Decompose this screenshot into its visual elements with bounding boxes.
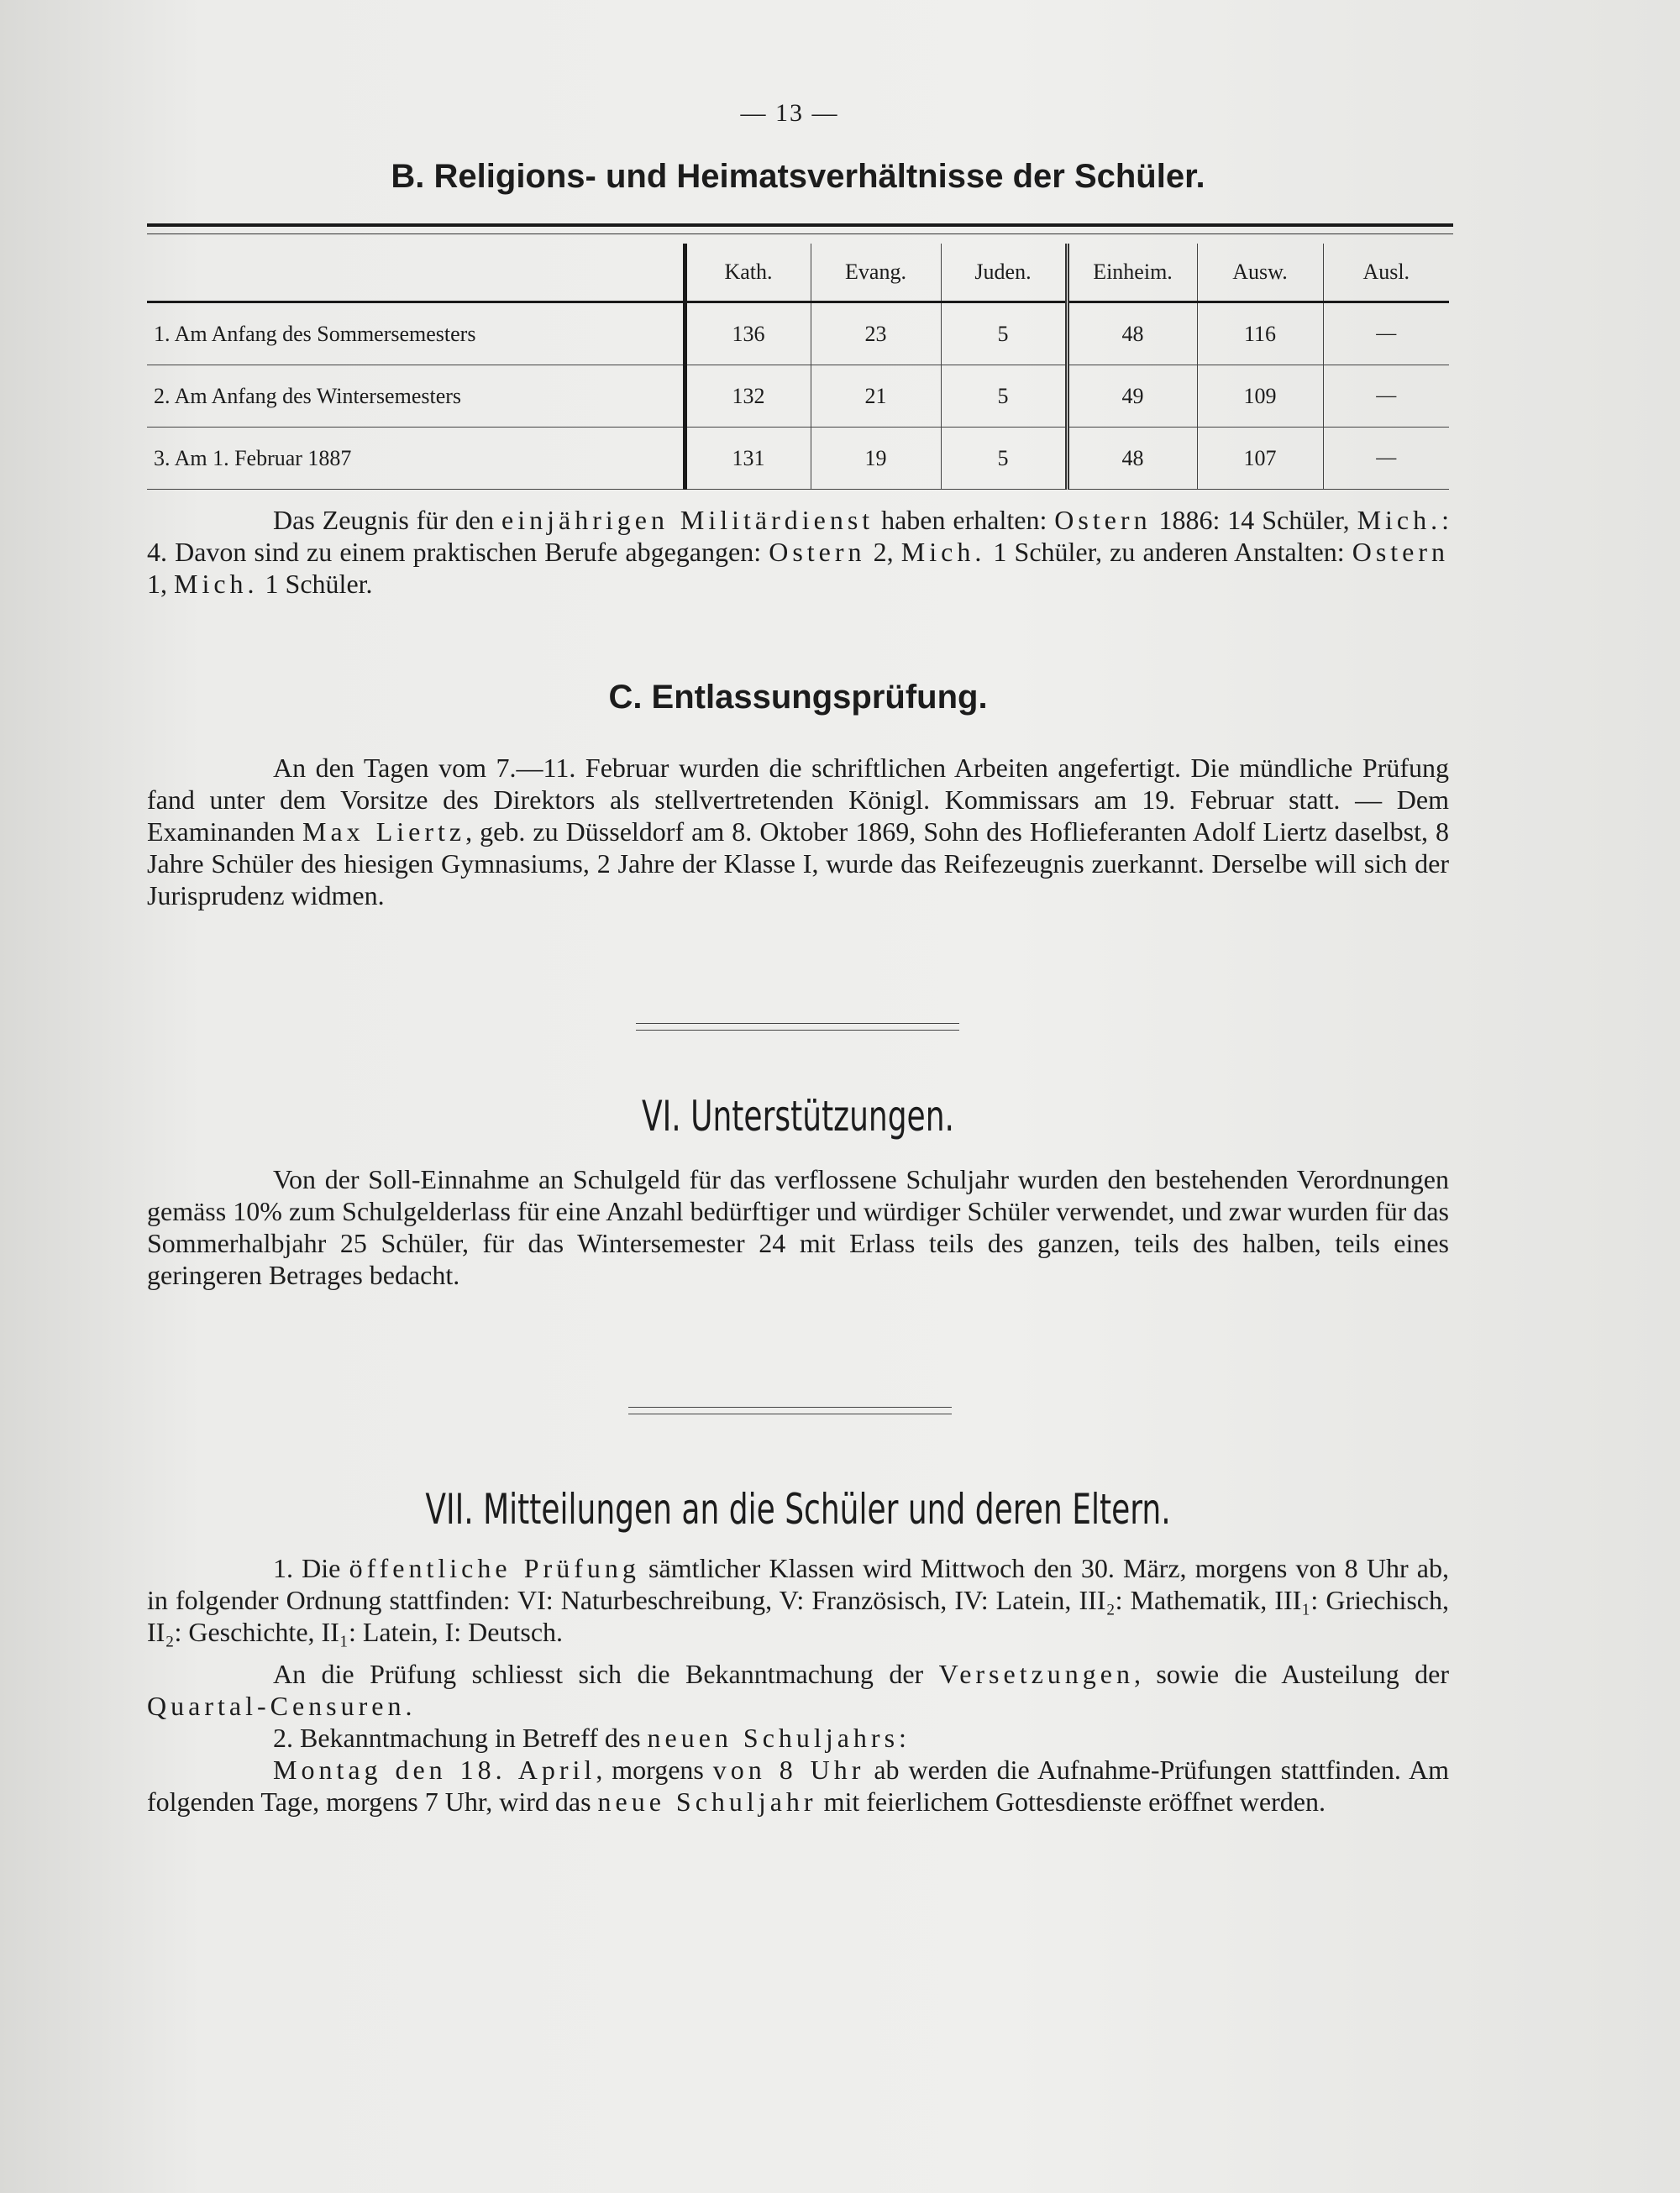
column-header: Ausl. xyxy=(1323,244,1449,302)
column-header: Einheim. xyxy=(1067,244,1197,302)
table-cell: — xyxy=(1323,302,1449,365)
table-row xyxy=(147,428,1449,490)
paragraph-text: Von der Soll-Einnahme an Schulgeld für das verflossene Schuljahr wurden den bestehenden Verordnungen gemäss 10% zum Schulgelderlass für eine Anzahl bedürftiger und würdiger Schüler verwendet, und zwar wurden für das Sommerhalbjahr 25 Schüler, für das Wintersemester 24 mit Erlass teils des ganzen, teils des halben, teils eines geringeren Betrages bedacht. xyxy=(147,1164,1449,1290)
entlassung-paragraph xyxy=(147,752,1449,911)
mitteilungen-text xyxy=(147,1552,1449,1818)
table-cell: 5 xyxy=(941,302,1067,365)
page-number: — 13 — xyxy=(740,99,839,127)
versetzungen-paragraph: An die Prüfung schliesst sich die Bekanntmachung der Versetzungen, sowie die Austeilung der Quartal-Censuren. xyxy=(147,1659,1449,1721)
row-label: 1. Am Anfang des Sommersemesters xyxy=(147,302,685,365)
column-header: Kath. xyxy=(685,244,811,302)
table-top-rule-thin xyxy=(147,233,1453,234)
aufnahme-paragraph: Montag den 18. April, morgens von 8 Uhr ab werden die Aufnahme-Prüfungen stattfinden. Am folgenden Tage, morgens 7 Uhr, wird das neue Schuljahr mit feierlichem Gottesdienste eröffnet werden. xyxy=(147,1755,1450,1817)
table-cell: 5 xyxy=(941,365,1067,428)
section-divider xyxy=(628,1407,952,1414)
table-row xyxy=(147,302,1449,365)
row-label: 2. Am Anfang des Wintersemesters xyxy=(147,365,685,428)
section-b-heading: B. Religions- und Heimatsverhältnisse der Schüler. xyxy=(391,158,1205,195)
religion-statistics-table xyxy=(147,244,1449,490)
unterstuetzungen-paragraph xyxy=(147,1163,1449,1291)
table-cell: 132 xyxy=(685,365,811,428)
table-cell: 107 xyxy=(1197,428,1323,490)
paragraph-text: Das Zeugnis für den einjährigen Militärdienst haben erhalten: Ostern 1886: 14 Schüler, Mich.: 4. Davon sind zu einem praktischen Berufe abgegangen: Ostern 2, Mich. 1 Schüler, zu anderen Anstalten: Ostern 1, Mich. 1 Schüler. xyxy=(147,505,1450,599)
table-cell: 19 xyxy=(811,428,941,490)
section-vi-heading: VI. Unterstützungen. xyxy=(642,1092,954,1141)
table-header-label-cell xyxy=(147,244,685,302)
table-cell: 5 xyxy=(941,428,1067,490)
section-c-heading: C. Entlassungsprüfung. xyxy=(608,679,988,716)
table-top-rule xyxy=(147,223,1453,227)
table-cell: — xyxy=(1323,365,1449,428)
schuljahr-heading-paragraph: 2. Bekanntmachung in Betreff des neuen Schuljahrs: xyxy=(273,1723,906,1753)
table-cell: 136 xyxy=(685,302,811,365)
column-header: Ausw. xyxy=(1197,244,1323,302)
section-divider xyxy=(636,1023,959,1031)
table-cell: 116 xyxy=(1197,302,1323,365)
table-cell: — xyxy=(1323,428,1449,490)
row-label: 3. Am 1. Februar 1887 xyxy=(147,428,685,490)
table-row xyxy=(147,365,1449,428)
table-cell: 49 xyxy=(1067,365,1197,428)
section-vii-heading: VII. Mitteilungen an die Schüler und deren Eltern. xyxy=(425,1485,1171,1534)
militaerdienst-paragraph xyxy=(147,504,1449,600)
pruefung-paragraph: 1. Die öffentliche Prüfung sämtlicher Klassen wird Mittwoch den 30. März, morgens von 8 Uhr ab, in folgender Ordnung stattfinden: VI: Naturbeschreibung, V: Französisch, IV: Latein, III₂: Mathematik, III₁: Griechisch, II₂: Geschichte, II₁: Latein, I: Deutsch. xyxy=(147,1553,1450,1647)
table-cell: 48 xyxy=(1067,428,1197,490)
column-header: Evang. xyxy=(811,244,941,302)
paragraph-text: An den Tagen vom 7.—11. Februar wurden die schriftlichen Arbeiten angefertigt. Die mündliche Prüfung fand unter dem Vorsitze des Direktors als stellvertretenden Königl. Kommissars am 19. Februar statt. — Dem Examinanden Max Liertz, geb. zu Düsseldorf am 8. Oktober 1869, Sohn des Hoflieferanten Adolf Liertz daselbst, 8 Jahre Schüler des hiesigen Gymnasiums, 2 Jahre der Klasse I, wurde das Reifezeugnis zuerkannt. Derselbe will sich der Jurisprudenz widmen. xyxy=(147,753,1450,910)
table-cell: 23 xyxy=(811,302,941,365)
column-header: Juden. xyxy=(941,244,1067,302)
table-cell: 109 xyxy=(1197,365,1323,428)
table-cell: 131 xyxy=(685,428,811,490)
table-cell: 21 xyxy=(811,365,941,428)
table-header-row xyxy=(147,244,1449,302)
table-cell: 48 xyxy=(1067,302,1197,365)
